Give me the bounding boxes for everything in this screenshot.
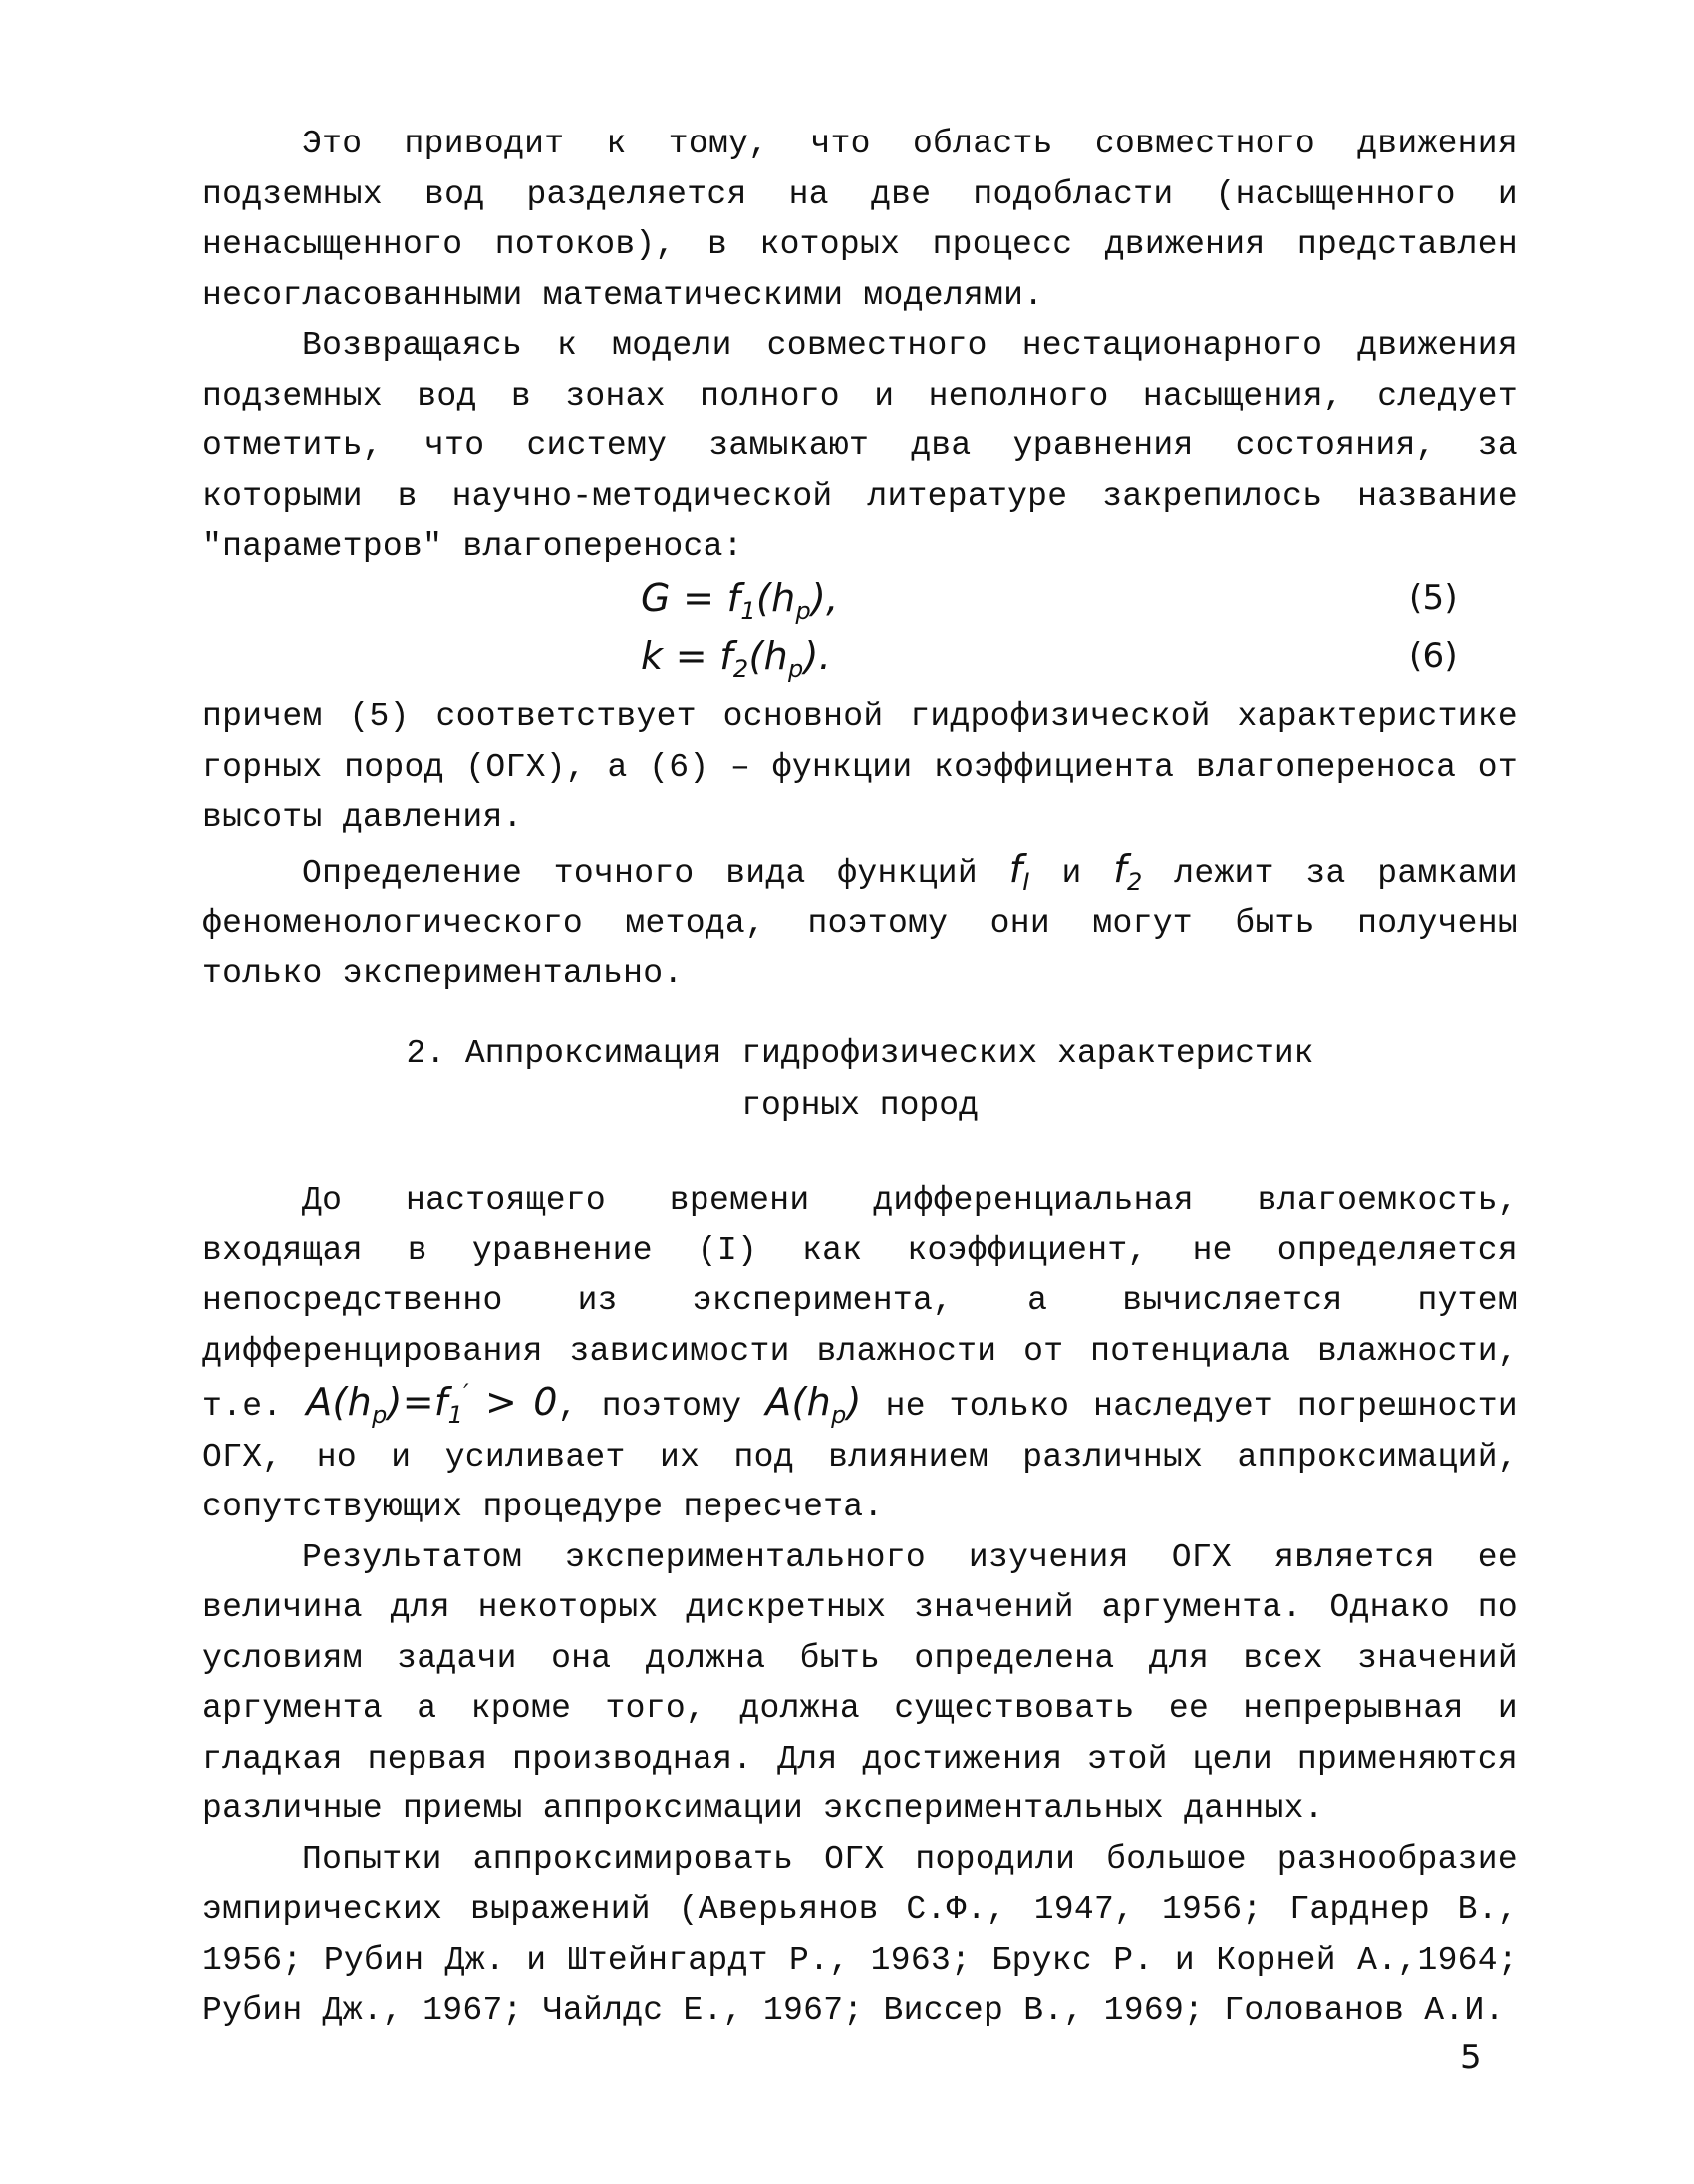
equation-6	[202, 631, 1518, 688]
section-heading-line-1: 2. Аппроксимация гидрофизических характеристик	[406, 1035, 1314, 1072]
intro-block	[202, 120, 1518, 573]
formula-derivative: $A(h_p)=f_1' > 0$	[306, 1379, 558, 1429]
equation-6-expression: $k = f_2(h_p)$.	[641, 634, 832, 682]
paragraph-6: Результатом экспериментального изучения ОГХ является ее величина для некоторых дискретных значений аргумента. Однако по условиям задачи она должна быть определена для всех значений аргумента а кроме того, должна существовать ее непрерывная и гладкая первая производная. Для достижения этой цели применяются различные приемы аппроксимации экспериментальных данных.	[202, 1538, 1518, 1827]
equation-5-expression: $G = f_1(h_p)$,	[641, 576, 839, 625]
paragraph-5: До настоящего времени дифференциальная влагоемкость, входящая в уравнение (I) как коэффициент, не определяется непосредственно из эксперимента, а вычисляется путем дифференцирования зависимости влажности от потенциала влажности, т.е. $A(h_p)=f_1' > 0$, поэтому $A(h_p)$ не только наследует погрешности ОГХ, но и усиливает их под влиянием различных аппроксимаций, сопутствующих процедуре пересчета.	[202, 1182, 1519, 1525]
section-heading	[202, 1028, 1518, 1132]
formula-capacity: $A(h_p)$	[765, 1380, 862, 1429]
equations-block	[202, 573, 1518, 688]
paragraph-3: причем (5) соответствует основной гидрофизической характеристике горных пород (ОГХ), а (6) – функции коэффициента влагопереноса от высоты давления.	[202, 698, 1518, 836]
paragraph-4: Определение точного вида функций $f_I$ и $f_2$ лежит за рамками феноменологического метода, поэтому они могут быть получены только экспериментально.	[202, 846, 1519, 992]
paragraph-1: Это приводит к тому, что область совместного движения подземных вод разделяется на две подобласти (насыщенного и ненасыщенного потоков), в которых процесс движения представлен несогласованными математическими моделями.	[202, 126, 1518, 314]
section-heading-line-2: горных пород	[741, 1087, 979, 1124]
equation-5-number: (5)	[1408, 578, 1458, 618]
paragraph-7: Попытки аппроксимировать ОГХ породили большое разнообразие эмпирических выражений (Аверьянов С.Ф., 1947, 1956; Гарднер В., 1956; Рубин Дж. и Штейнгардт Р., 1963; Брукс Р. и Корней А.,1964; Рубин Дж., 1967; Чайлдс Е., 1967; Виссер В., 1969; Голованов А.И.	[202, 1840, 1518, 2029]
page-number: 5	[1460, 2038, 1482, 2077]
after-equations-block	[202, 692, 1518, 999]
body-block	[202, 1176, 1518, 2037]
equation-5	[202, 573, 1518, 631]
paragraph-2: Возвращаясь к модели совместного нестационарного движения подземных вод в зонах полного и неполного насыщения, следует отметить, что систему замыкают два уравнения состояния, за которыми в научно-методической литературе закрепилось название "параметров" влагопереноса:	[202, 327, 1518, 565]
equation-6-number: (6)	[1408, 636, 1458, 676]
